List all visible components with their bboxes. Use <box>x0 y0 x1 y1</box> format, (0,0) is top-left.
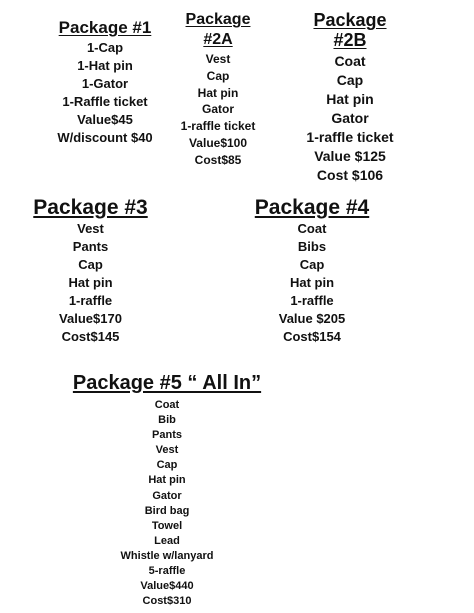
package-value: Value $205 <box>278 311 346 327</box>
package-item: 1-Cap <box>86 39 124 55</box>
package-item: Bibs <box>297 239 327 255</box>
package-4-title: Package #4 <box>254 196 370 219</box>
package-item: Bird bag <box>144 504 190 517</box>
package-item: Hat pin <box>68 275 113 291</box>
package-item: Pants <box>72 239 109 255</box>
package-item: Hat pin <box>197 85 239 100</box>
package-item: Hat pin <box>326 91 374 107</box>
package-item: Hat pin <box>148 474 186 487</box>
package-item: 1-Raffle ticket <box>62 93 148 109</box>
package-item: Vest <box>205 52 231 66</box>
package-item: 1-raffle <box>290 293 334 309</box>
package-item: Cap <box>156 459 178 472</box>
package-1 <box>30 18 180 147</box>
package-cost: W/discount $40 <box>57 129 153 145</box>
package-cost: Cost$154 <box>283 329 341 345</box>
package-item: Cap <box>78 257 103 273</box>
package-3-title: Package #3 <box>33 196 148 219</box>
package-item: Coat <box>334 53 366 69</box>
package-item: Bib <box>158 414 176 427</box>
package-2b <box>290 10 410 185</box>
package-value: Value$170 <box>59 311 122 327</box>
package-item: 1-raffle ticket <box>180 119 256 134</box>
package-cost: Cost$145 <box>61 329 120 345</box>
package-item: Whistle w/lanyard <box>120 549 214 562</box>
package-2b-items <box>290 52 410 185</box>
package-item: 1-Gator <box>81 75 129 91</box>
package-5-items <box>64 398 270 609</box>
package-value: Value$45 <box>77 111 133 127</box>
package-cost: Cost$310 <box>142 595 192 608</box>
package-5-title: Package #5 “ All In” <box>72 372 262 394</box>
package-5 <box>64 372 270 609</box>
package-item: Gator <box>331 110 369 126</box>
package-2a-title: Package #2A <box>185 11 251 48</box>
package-2b-title: Package #2B <box>313 10 387 50</box>
package-value: Value $125 <box>314 148 386 164</box>
package-value: Value$440 <box>140 580 194 593</box>
package-item: Lead <box>154 534 180 547</box>
package-item: 1-Hat pin <box>77 57 133 73</box>
package-cost: Cost $106 <box>316 167 384 183</box>
package-cost: Cost$85 <box>194 152 242 167</box>
package-item: 1-raffle ticket <box>306 129 394 145</box>
package-item: 1-raffle <box>68 293 113 309</box>
package-3-items <box>18 220 163 346</box>
package-2a-items <box>166 51 270 169</box>
package-item: Vest <box>77 221 104 237</box>
package-item: Towel <box>151 519 183 532</box>
package-item: Gator <box>201 102 234 117</box>
package-item: Cap <box>299 257 325 273</box>
package-1-title: Package #1 <box>58 18 152 37</box>
package-2a <box>166 10 270 169</box>
package-item: Hat pin <box>289 275 335 291</box>
package-item: 5-raffle <box>148 565 186 578</box>
package-item: Cap <box>206 68 230 83</box>
package-item: Gator <box>152 489 182 502</box>
package-item: Cap <box>336 72 364 88</box>
package-item: Vest <box>155 444 179 457</box>
package-3 <box>18 196 163 346</box>
package-4-items <box>244 220 380 346</box>
package-value: Value$100 <box>188 135 248 150</box>
package-item: Coat <box>297 221 327 237</box>
package-item: Coat <box>154 399 180 411</box>
package-4 <box>244 196 380 346</box>
package-1-items <box>30 39 180 147</box>
package-item: Pants <box>152 429 182 442</box>
